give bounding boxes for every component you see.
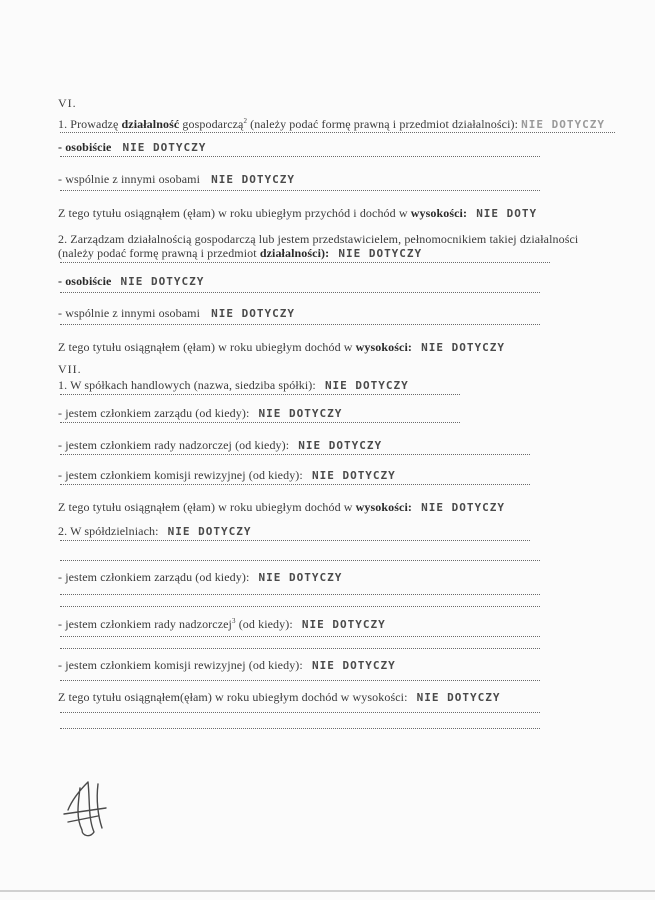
- cooperatives-answer: NIE DOTYCZY: [167, 525, 252, 538]
- management-answer: NIE DOTYCZY: [338, 247, 423, 260]
- dotted-line: [60, 680, 540, 681]
- management-personally-row: - osobiście NIE DOTYCZY: [58, 274, 205, 288]
- supervisory-row: - jestem członkiem rady nadzorczej (od kiedy): NIE DOTYCZY: [58, 438, 383, 452]
- jointly-row: - wspólnie z innymi osobami NIE DOTYCZY: [58, 172, 295, 186]
- companies-question: 1. W spółkach handlowych (nazwa, siedziba spółki): NIE DOTYCZY: [58, 378, 409, 392]
- coop-supervisory-answer: NIE DOTYCZY: [301, 618, 386, 631]
- management-question-line1: 2. Zarządzam działalnością gospodarczą lub jestem przedstawicielem, pełnomocnikiem takiej działalności: [58, 232, 579, 246]
- dotted-line: [60, 324, 540, 325]
- coop-audit-answer: NIE DOTYCZY: [311, 659, 396, 672]
- personally-answer: NIE DOTYCZY: [122, 141, 207, 154]
- dotted-line: [60, 484, 530, 485]
- business-activity-question: 1. Prowadzę działalność gospodarczą$^2$ (należy podać formę prawną i przedmiot działalności): NIE DOTYCZY: [58, 117, 605, 131]
- handwritten-signature: [58, 770, 118, 840]
- income-row-2: Z tego tytułu osiągnąłem (ęłam) w roku ubiegłym dochód w wysokości: NIE DOTYCZY: [58, 340, 505, 354]
- board-row: - jestem członkiem zarządu (od kiedy): NIE DOTYCZY: [58, 406, 343, 420]
- audit-row: - jestem członkiem komisji rewizyjnej (od kiedy): NIE DOTYCZY: [58, 468, 396, 482]
- cooperatives-question: 2. W spółdzielniach: NIE DOTYCZY: [58, 524, 252, 538]
- dotted-line: [60, 422, 460, 423]
- coop-board-answer: NIE DOTYCZY: [258, 571, 343, 584]
- board-answer: NIE DOTYCZY: [258, 407, 343, 420]
- dotted-line: [60, 728, 540, 729]
- coop-supervisory-row: - jestem członkiem rady nadzorczej$^3$ (od kiedy): NIE DOTYCZY: [58, 617, 386, 631]
- management-question-line2: (należy podać formę prawną i przedmiot działalności): NIE DOTYCZY: [58, 246, 423, 260]
- supervisory-answer: NIE DOTYCZY: [298, 439, 383, 452]
- coop-audit-row: - jestem członkiem komisji rewizyjnej (od kiedy): NIE DOTYCZY: [58, 658, 396, 672]
- income-answer-1: NIE DOTY: [476, 207, 538, 220]
- income-answer-2: NIE DOTYCZY: [421, 341, 505, 354]
- income-row-1: Z tego tytułu osiągnąłem (ęłam) w roku ubiegłym przychód i dochód w wysokości: NIE DOTY: [58, 206, 538, 220]
- management-personally-answer: NIE DOTYCZY: [120, 275, 205, 288]
- income-answer-3: NIE DOTYCZY: [421, 501, 505, 514]
- personally-row: - osobiście NIE DOTYCZY: [58, 140, 207, 154]
- dotted-line: [60, 712, 540, 713]
- income-answer-4: NIE DOTYCZY: [416, 691, 501, 704]
- dotted-line: [60, 594, 540, 595]
- section-vii-heading: VII.: [58, 362, 82, 376]
- scan-edge: [0, 890, 655, 892]
- dotted-line: [60, 606, 540, 607]
- dotted-line: [60, 132, 615, 133]
- companies-answer: NIE DOTYCZY: [324, 379, 409, 392]
- dotted-line: [60, 262, 550, 263]
- dotted-line: [60, 636, 540, 637]
- dotted-line: [60, 454, 530, 455]
- business-activity-answer: NIE DOTYCZY: [521, 118, 605, 131]
- dotted-line: [60, 540, 530, 541]
- coop-board-row: - jestem członkiem zarządu (od kiedy): NIE DOTYCZY: [58, 570, 343, 584]
- section-vi-heading: VI.: [58, 96, 77, 110]
- income-row-3: Z tego tytułu osiągnąłem (ęłam) w roku ubiegłym dochód w wysokości: NIE DOTYCZY: [58, 500, 505, 514]
- income-row-4: Z tego tytułu osiągnąłem(ęłam) w roku ubiegłym dochód w wysokości: NIE DOTYCZY: [58, 690, 501, 704]
- dotted-line: [60, 190, 540, 191]
- dotted-line: [60, 292, 540, 293]
- dotted-line: [60, 560, 540, 561]
- management-jointly-answer: NIE DOTYCZY: [211, 307, 295, 320]
- dotted-line: [60, 648, 540, 649]
- dotted-line: [60, 156, 540, 157]
- jointly-answer: NIE DOTYCZY: [211, 173, 295, 186]
- dotted-line: [60, 394, 460, 395]
- audit-answer: NIE DOTYCZY: [311, 469, 396, 482]
- management-jointly-row: - wspólnie z innymi osobami NIE DOTYCZY: [58, 306, 295, 320]
